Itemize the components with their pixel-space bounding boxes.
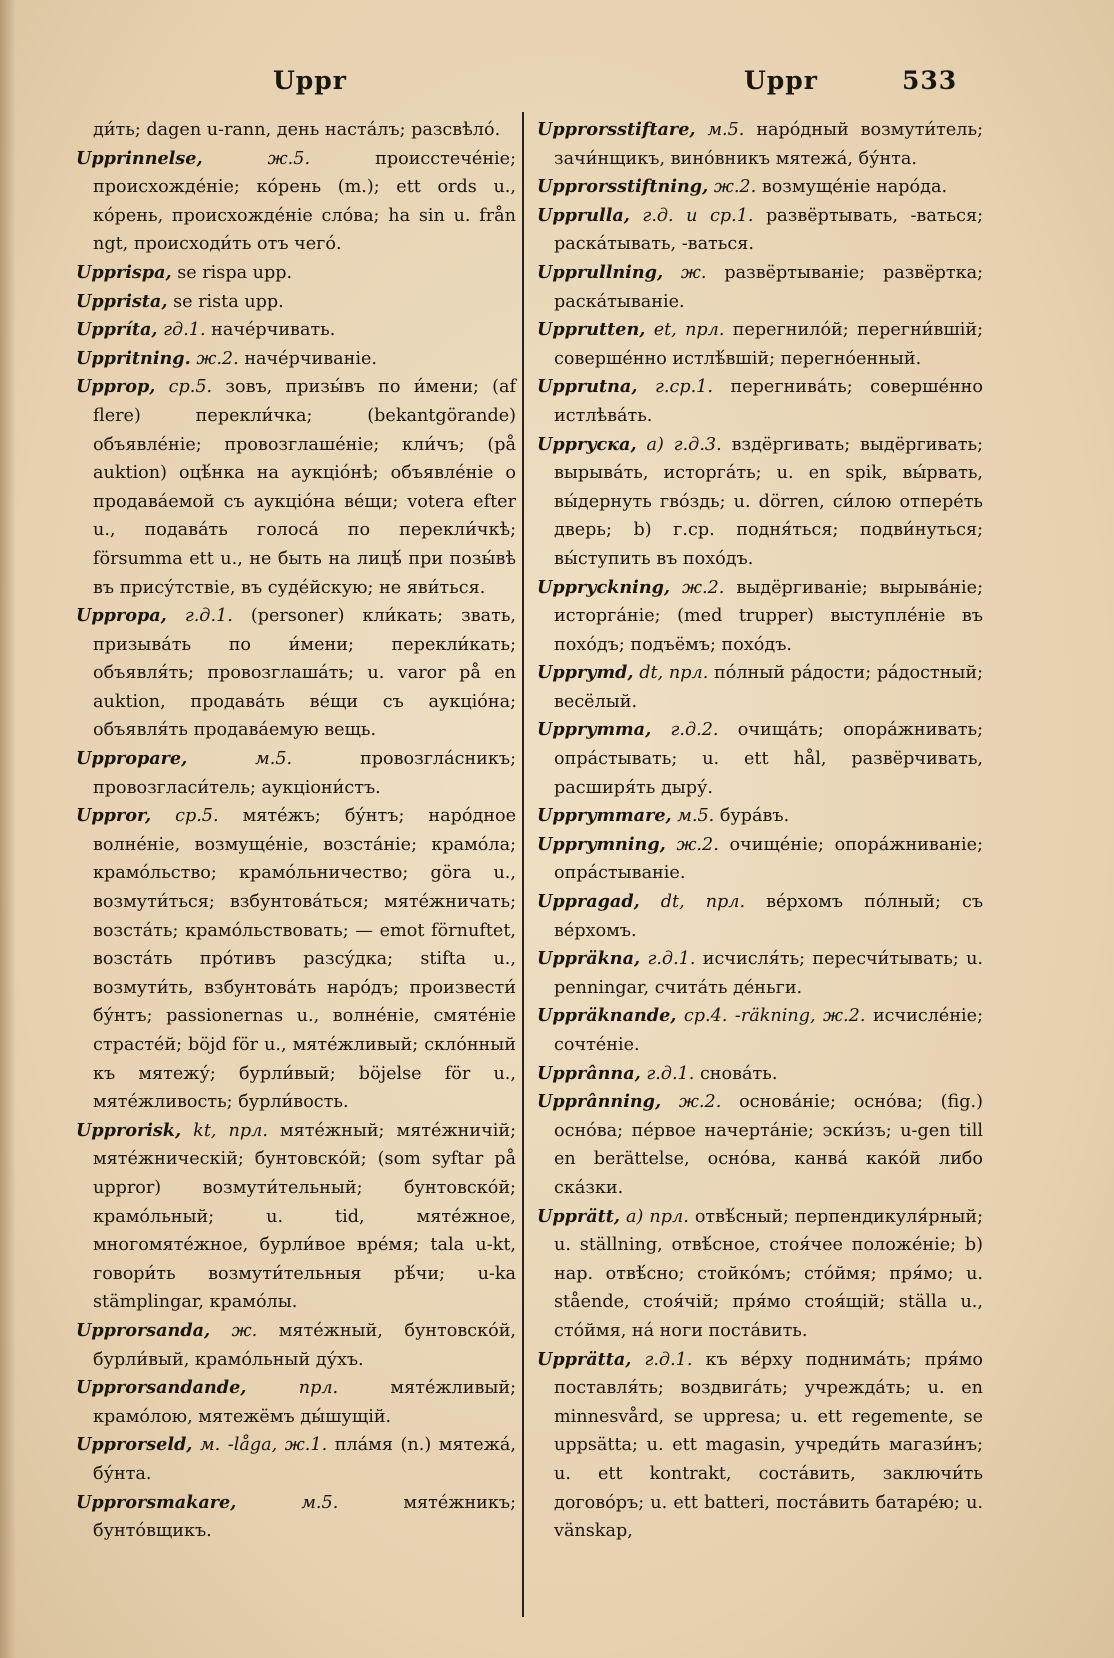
headword: Upprymma, — [537, 719, 652, 741]
grammar-label: г.д.1. — [184, 606, 233, 627]
dictionary-entry — [76, 1317, 516, 1374]
dictionary-entry — [76, 1431, 516, 1488]
grammar-label: ж. — [231, 1320, 258, 1341]
definition-text: перегнило́й; перегни́вшій; соверше́нно истлѣ́вшій; перегно́енный. — [554, 320, 984, 369]
definition-text: (personer) кли́кать; звать, призыва́ть по и́мени; перекли́кать; объявля́ть; провозглаша́ть; u. varor på en auktion, продава́ть ве́щи съ аукціо́на; объявля́ть продава́емую вещь. — [93, 606, 517, 741]
definition-text: развёртывать, -ваться; раска́тывать, -ваться. — [554, 205, 984, 255]
definition-text: мяте́жный; мяте́жничій; мяте́жническій; бунтовско́й; (som syftar på uppror) возмути́тельный; бунтовско́й; крамо́льный; u. tid, мяте́жное, многомяте́жное, бурли́вое вре́мя; tala u-kt, говори́ть возмути́тельныя рѣ́чи; u-ka stämplingar, крамо́лы. — [93, 1120, 517, 1313]
grammar-label: прл. — [298, 1378, 339, 1399]
headword: Upprätt, — [537, 1205, 620, 1227]
definition-text: перегнива́ть; соверше́нно истлѣва́ть. — [554, 377, 983, 426]
definition-text: ди́ть; dagen u-rann, день наста́лъ; разсвѣло́. — [93, 120, 501, 140]
grammar-label: et, прл. — [653, 320, 725, 341]
dictionary-entry — [537, 373, 983, 430]
grammar-label: ср.5. — [175, 806, 219, 827]
headword: Upprätta, — [537, 1348, 632, 1370]
definition-text: очище́ніе; опора́жниваніе; опра́стываніе. — [554, 834, 983, 884]
headword: Uppritning. — [76, 347, 191, 369]
left-running-head: Uppr — [273, 66, 347, 95]
dictionary-entry — [537, 173, 983, 202]
dictionary-entry — [537, 945, 983, 1002]
dictionary-entry — [76, 745, 516, 802]
dictionary-entry — [76, 116, 516, 145]
grammar-label: г.д.1. — [644, 1349, 693, 1370]
dictionary-entry — [76, 316, 516, 345]
headword: Upprânning, — [537, 1091, 662, 1113]
dictionary-entry — [76, 1374, 516, 1431]
headword: Upprânna, — [537, 1062, 641, 1084]
definition-text: бура́въ. — [719, 806, 790, 827]
grammar-label: dt, прл. — [660, 892, 746, 913]
headword: Uppragad, — [537, 891, 640, 913]
grammar-label: ж.2. — [676, 834, 719, 855]
definition-text: пла́мя (n.) мятежа́, бу́нта. — [93, 1435, 516, 1484]
definition-text: мяте́жъ; бу́нтъ; наро́дное волне́ніе, возмуще́ніе, возста́ніе; крамо́ла; крамо́льство; крамо́льничество; göra u., возмути́ться; взбунтова́ться; мяте́жничать; возста́ть; крамо́льствовать; — emot förnuftet, возста́ть про́тивъ разсу́дка; stifta u., возмути́ть, взбунтова́ть наро́дъ; произвести́ бу́нтъ; passionernas u., волне́ніе, смяте́ніе страсте́й; böjd för u., мяте́жливый; скло́нный къ мятежу́; бурли́вый; böjelse för u., мяте́жливость; бурли́вость. — [93, 806, 517, 1113]
grammar-label: ж.2. — [713, 177, 757, 198]
grammar-label: ж.2. — [678, 1092, 722, 1113]
grammar-label: м.5. — [255, 749, 293, 770]
grammar-label: г.д. и ср.1. — [642, 205, 754, 226]
grammar-label: гд.1. — [163, 320, 206, 341]
headword: Upprorsandande, — [76, 1377, 247, 1399]
headword: Uppräkna, — [537, 948, 641, 970]
dictionary-entry — [537, 116, 983, 173]
definition-text: возмуще́ніе наро́да. — [761, 177, 948, 198]
dictionary-entry — [537, 202, 983, 259]
grammar-label: м. -låga, ж.1. — [200, 1435, 328, 1456]
grammar-label: ср.4. -räkning, ж.2. — [683, 1006, 866, 1027]
headword: Upprorsmakare, — [76, 1491, 237, 1513]
dictionary-entry — [537, 574, 983, 660]
grammar-label: г.ср.1. — [654, 377, 713, 398]
definition-text: мяте́жный, бунтовско́й, бурли́вый, крамо́льный ду́хъ. — [93, 1320, 517, 1370]
headword: Upprulla, — [537, 204, 630, 226]
definition-text: очища́ть; опора́жнивать; опра́стывать; u. ett hål, развёрчивать, расширя́ть дыру́. — [554, 720, 984, 798]
headword: Uppryckning, — [537, 576, 671, 598]
dictionary-entry — [537, 1088, 983, 1202]
running-header — [0, 66, 1114, 100]
definition-text: происстече́ніе; происхожде́ніе; ко́рень (m.); ett ords u., ко́рень, происхожде́ніе сло́ва; ha sin u. från ngt, происходи́ть отъ чего́. — [93, 148, 517, 255]
headword: Upprymmare, — [537, 805, 672, 827]
definition-text: se rista upp. — [173, 291, 284, 312]
headword: Upprispa, — [76, 261, 172, 283]
dictionary-entry — [537, 1002, 983, 1059]
dictionary-entry — [537, 316, 983, 373]
page-edge-shadow — [0, 0, 16, 1658]
grammar-label: ж.2. — [196, 348, 239, 369]
definition-text: мяте́жникъ; бунто́вщикъ. — [93, 1492, 517, 1542]
dictionary-entry — [76, 602, 516, 745]
grammar-label: а) г.д.3. — [646, 434, 722, 455]
definition-text: отвѣ́сный; перпендикуля́рный; u. ställning, отвѣ́сное, стоя́чее положе́ніе; b) нар. отвѣ́сно; стойко́мъ; сто́ймя; пря́мо; u. stående, стоя́чій; пря́мо стоя́щій; ställa u., сто́ймя, на́ ноги поста́вить. — [554, 1206, 984, 1341]
grammar-label: kt, прл. — [193, 1120, 268, 1141]
definition-text: выдёргиваніе; вырыва́ніе; исторга́ніе; (med trupper) выступле́ніе въ похо́дъ; подъёмъ; похо́дъ. — [554, 577, 983, 655]
dictionary-entry — [537, 659, 983, 716]
dictionary-entry — [537, 888, 983, 945]
right-column — [537, 116, 983, 1546]
grammar-label: г.д.2. — [670, 720, 719, 741]
dictionary-entry — [76, 1489, 516, 1546]
dictionary-entry — [76, 145, 516, 259]
headword: Upprop, — [76, 376, 156, 398]
headword: Upprinnelse, — [76, 147, 203, 169]
definition-text: по́лный ра́дости; ра́достный; весёлый. — [554, 663, 984, 712]
grammar-label: г.д.1. — [647, 949, 696, 970]
headword: Upprorisk, — [76, 1119, 182, 1141]
dictionary-entry — [537, 1346, 983, 1546]
dictionary-entry — [537, 1060, 983, 1089]
headword: Uppríta, — [76, 319, 158, 341]
grammar-label: ср.5. — [168, 377, 213, 398]
column-divider — [522, 112, 524, 1617]
grammar-label: ж.2. — [682, 577, 725, 598]
headword: Upprorseld, — [76, 1434, 193, 1456]
headword: Upprorsstiftare, — [537, 119, 696, 140]
grammar-label: г.д.1. — [646, 1063, 695, 1084]
dictionary-entry — [537, 1203, 983, 1346]
grammar-label: м.5. — [301, 1492, 339, 1513]
grammar-label: ж. — [680, 262, 707, 283]
definition-text: вздёргивать; выдёргивать; вырыва́ть, исторга́ть; u. en spik, вы́рвать, вы́дернуть гво́здь; u. dörren, си́лою отпере́ть дверь; b) г.ср. подня́ться; подви́нуться; вы́ступить въ похо́дъ. — [554, 434, 984, 569]
left-column — [76, 116, 516, 1546]
definition-text: se rispa upp. — [177, 262, 293, 283]
headword: Upprymd, — [537, 662, 634, 684]
definition-text: исчисле́ніе; сочте́ніе. — [554, 1006, 984, 1055]
grammar-label: м.5. — [707, 120, 745, 140]
definition-text: наче́рчивать. — [211, 320, 336, 341]
right-running-head: Uppr — [744, 66, 818, 95]
headword: Upprymning, — [537, 833, 666, 855]
grammar-label: м.5. — [677, 806, 715, 827]
definition-text: зовъ, призы́въ по и́мени; (af flere) перекли́чка; (bekantgörande) объявле́ніе; провозглаше́ніе; кли́чъ; (på auktion) оцѣ́нка на аукціо́нѣ; объявле́ніе о продава́емой съ аукціо́на ве́щи; votera efter u., подава́ть голоса́ по перекли́чкѣ; försumma ett u., не быть на лицѣ́ при позы́вѣ въ прису́тствіе, въ суде́йскую; не яви́ться. — [93, 377, 517, 598]
headword: Upprorsanda, — [76, 1319, 211, 1341]
page-number: 533 — [902, 66, 958, 95]
headword: Upproparе, — [76, 748, 188, 770]
grammar-label: dt, прл. — [639, 663, 709, 684]
headword: Uppror, — [76, 805, 152, 827]
dictionary-entry — [76, 259, 516, 288]
dictionary-entry — [537, 802, 983, 831]
headword: Uppropa, — [76, 605, 167, 627]
headword: Upprullning, — [537, 261, 664, 283]
definition-text: основа́ніе; осно́ва; (fig.) осно́ва; пе́рвое начерта́ніе; эски́зъ; u-gen till en berättelse, осно́ва, канва́ како́й либо ска́зки. — [554, 1092, 983, 1198]
headword: Upprutna, — [537, 376, 638, 398]
definition-text: наче́рчиваніе. — [244, 348, 377, 369]
definition-text: исчисля́ть; пересчи́тывать; u. penningar, счита́ть де́ньги. — [554, 949, 984, 998]
dictionary-entry — [76, 345, 516, 374]
definition-text: наро́дный возмути́тель; зачи́нщикъ, вино́вникъ мятежа́, бу́нта. — [554, 120, 983, 169]
dictionary-entry — [537, 259, 983, 316]
dictionary-entry — [76, 288, 516, 317]
definition-text: развёртываніе; развёртка; раска́тываніе. — [554, 262, 984, 312]
headword: Uppryска, — [537, 433, 637, 455]
definition-text: мяте́жливый; крамо́лою, мятежёмъ ды́шущій. — [93, 1378, 517, 1427]
dictionary-entry — [537, 431, 983, 574]
dictionary-entry — [76, 1117, 516, 1317]
definition-text: провозгла́сникъ; провозгласи́тель; аукціони́стъ. — [93, 749, 517, 798]
grammar-label: ж.5. — [267, 148, 311, 169]
definition-text: къ ве́рху поднима́ть; пря́мо поставля́ть; воздвига́ть; учрежда́ть; u. en minnesvård, se uppresa; u. ett regemente, se uppsätta; u. ett magasin, учреди́ть магази́нъ; u. ett kontrakt, соста́вить, заключи́ть догово́ръ; u. ett batteri, поста́вить батаре́ю; u. vänskap, — [554, 1349, 983, 1542]
definition-text: снова́ть. — [699, 1063, 778, 1084]
dictionary-entry — [537, 716, 983, 802]
grammar-label: а) прл. — [626, 1206, 689, 1227]
dictionary-entry — [537, 831, 983, 888]
headword: Upprista, — [76, 290, 168, 312]
dictionary-entry — [76, 373, 516, 602]
headword: Uppräknande, — [537, 1005, 677, 1027]
definition-text: ве́рхомъ по́лный; съ ве́рхомъ. — [554, 892, 984, 941]
headword: Upprorsstiftning, — [537, 176, 709, 198]
dictionary-entry — [76, 802, 516, 1117]
headword: Upprutten, — [537, 319, 646, 341]
